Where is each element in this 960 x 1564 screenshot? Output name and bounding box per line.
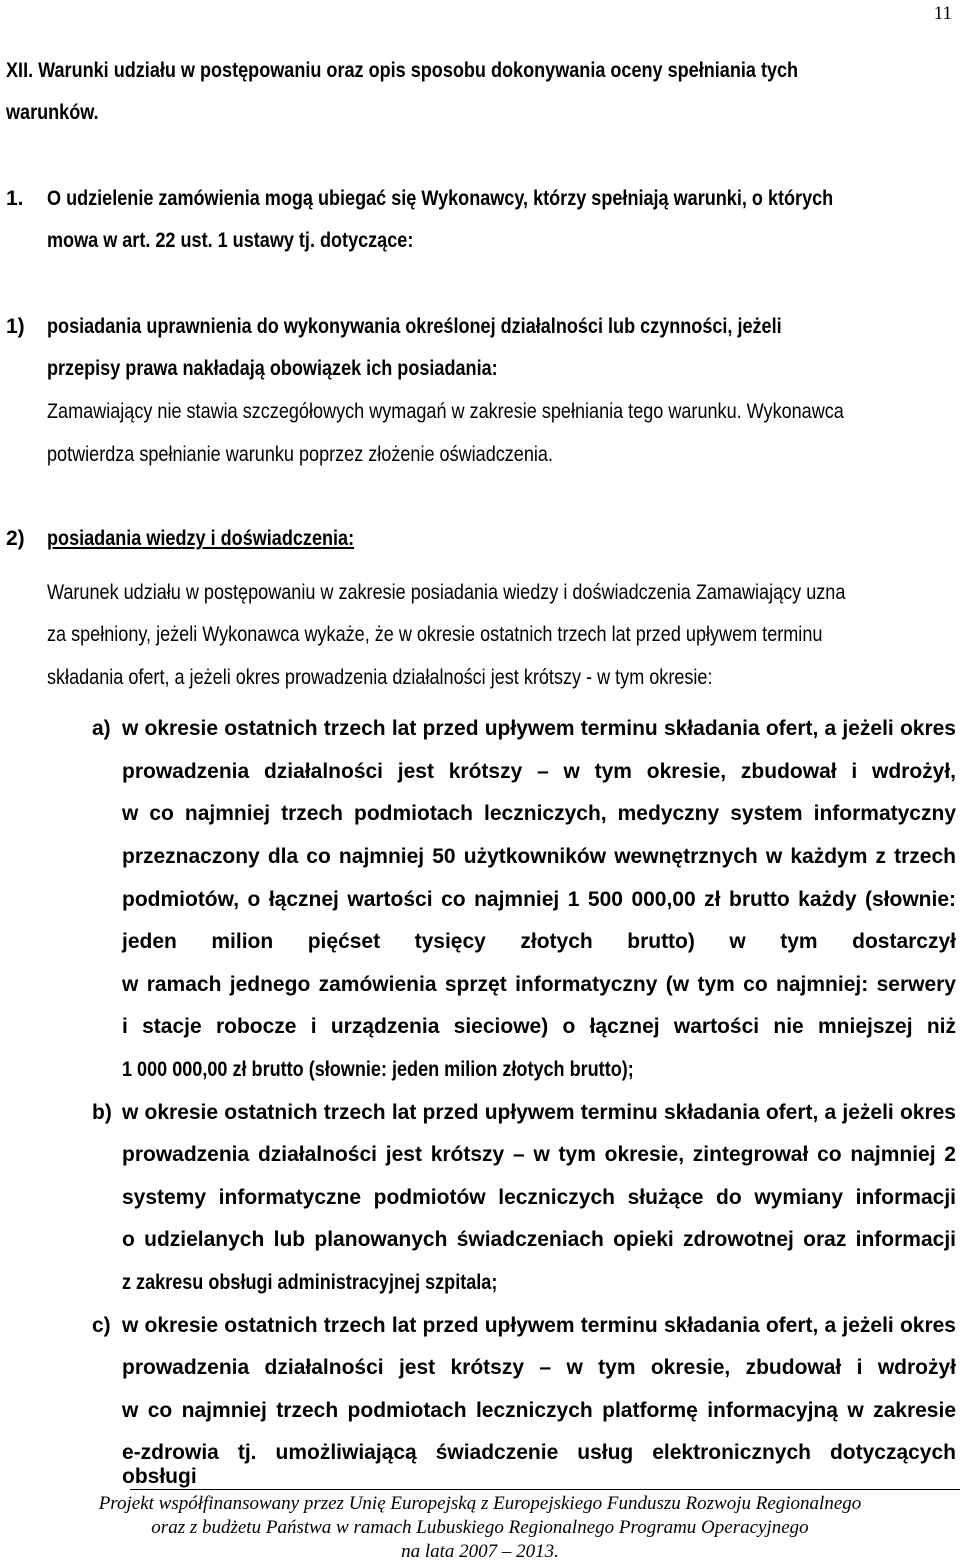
- requirement-line: przeznaczony dla co najmniej 50 użytkowników wewnętrznych w każdym z trzech: [122, 845, 956, 868]
- requirement-line: w ramach jednego zamówienia sprzęt informatyczny (w tym co najmniej: serwery: [122, 973, 956, 996]
- condition-1-body-1: [47, 400, 960, 424]
- requirement-line-text: 1 000 000,00 zł brutto (słownie: jeden milion złotych brutto);: [122, 1058, 634, 1081]
- requirement-line: podmiotów, o łącznej wartości co najmniej 1 500 000,00 zł brutto każdy (słownie:: [122, 888, 956, 911]
- requirement-line: prowadzenia działalności jest krótszy – w tym okresie, zbudował i wdrożył,: [122, 760, 956, 783]
- requirement-item-label: a): [92, 717, 111, 740]
- condition-1-number: 1): [6, 315, 25, 338]
- section-heading-line-2: [6, 101, 406, 125]
- condition-1-heading-1: [47, 315, 901, 339]
- condition-2-heading: [47, 527, 404, 551]
- requirement-line: jeden milion pięćset tysięcy złotych brutto) w tym dostarczył: [122, 930, 956, 953]
- requirement-line: prowadzenia działalności jest krótszy – w tym okresie, zbudował i wdrożył: [122, 1356, 956, 1379]
- footer-line-1: Projekt współfinansowany przez Unię Europejską z Europejskiego Funduszu Rozwoju Regionalnego: [98, 1493, 862, 1514]
- condition-1-body-text-1: Zamawiający nie stawia szczegółowych wymagań w zakresie spełniania tego warunku. Wykonawca: [47, 400, 844, 423]
- condition-1-heading-text-2: przepisy prawa nakładają obowiązek ich posiadania:: [47, 357, 498, 380]
- footer-line-2: oraz z budżetu Państwa w ramach Lubuskiego Regionalnego Programu Operacyjnego: [151, 1517, 809, 1538]
- requirement-line: w co najmniej trzech podmiotach leczniczych platformę informacyjną w zakresie: [122, 1399, 956, 1422]
- condition-1-body-2: [47, 443, 635, 467]
- footer-divider: [130, 1489, 960, 1490]
- requirement-line: systemy informatyczne podmiotów leczniczych służące do wymiany informacji: [122, 1186, 956, 1209]
- point-1-number: 1.: [6, 187, 24, 210]
- requirement-line: [122, 1058, 717, 1082]
- requirement-line: w okresie ostatnich trzech lat przed upływem terminu składania ofert, a jeżeli okres: [122, 1314, 956, 1337]
- section-heading-text-1: XII. Warunki udziału w postępowaniu oraz opis sposobu dokonywania oceny spełniania tych: [6, 59, 799, 82]
- condition-2-body-text-2: za spełniony, jeżeli Wykonawca wykaże, że w okresie ostatnich trzech lat przed upływem terminu: [47, 623, 823, 646]
- condition-2-body-text-1: Warunek udziału w postępowaniu w zakresie posiadania wiedzy i doświadczenia Zamawiający uzna: [47, 581, 846, 604]
- requirement-line: o udzielanych lub planowanych świadczeniach opieki zdrowotnej oraz informacji: [122, 1228, 956, 1251]
- condition-1-body-text-2: potwierdza spełnianie warunku poprzez złożenie oświadczenia.: [47, 443, 553, 466]
- requirement-item-label: b): [92, 1101, 112, 1124]
- point-1-text-2: mowa w art. 22 ust. 1 ustawy tj. dotyczące:: [47, 229, 414, 252]
- requirement-line: w okresie ostatnich trzech lat przed upływem terminu składania ofert, a jeżeli okres: [122, 717, 956, 740]
- condition-2-body-2: [47, 623, 949, 647]
- requirement-line-text: z zakresu obsługi administracyjnej szpitala;: [122, 1271, 498, 1294]
- footer-line-3: na lata 2007 – 2013.: [401, 1541, 559, 1562]
- condition-2-heading-text: posiadania wiedzy i doświadczenia:: [47, 527, 355, 550]
- section-heading-text-2: warunków.: [6, 101, 99, 124]
- requirement-line: prowadzenia działalności jest krótszy – w tym okresie, zintegrował co najmniej 2: [122, 1143, 956, 1166]
- condition-1-heading-text-1: posiadania uprawnienia do wykonywania określonej działalności lub czynności, jeżeli: [47, 315, 782, 338]
- section-heading-line-1: [6, 59, 960, 83]
- condition-2-body-3: [47, 666, 821, 690]
- condition-2-body-text-3: składania ofert, a jeżeli okres prowadzenia działalności jest krótszy - w tym okresie:: [47, 666, 713, 689]
- condition-2-body-1: [47, 581, 960, 605]
- requirement-line: w co najmniej trzech podmiotach leczniczych, medyczny system informatyczny: [122, 802, 956, 825]
- requirement-line: w okresie ostatnich trzech lat przed upływem terminu składania ofert, a jeżeli okres: [122, 1101, 956, 1124]
- requirement-line: e-zdrowia tj. umożliwiającą świadczenie usług elektronicznych dotyczących obsługi: [122, 1441, 956, 1488]
- condition-2-number: 2): [6, 527, 25, 550]
- point-1-text-1: O udzielenie zamówienia mogą ubiegać się Wykonawcy, którzy spełniają warunki, o których: [47, 187, 834, 210]
- requirement-line: i stacje robocze i urządzenia sieciowe) o łącznej wartości nie mniejszej niż: [122, 1015, 956, 1038]
- requirement-line: [122, 1271, 558, 1295]
- page-number: 11: [933, 3, 952, 24]
- point-1-line-1: [47, 187, 960, 211]
- condition-1-heading-2: [47, 357, 571, 381]
- requirement-item-label: c): [92, 1314, 111, 1337]
- point-1-line-2: [47, 229, 473, 253]
